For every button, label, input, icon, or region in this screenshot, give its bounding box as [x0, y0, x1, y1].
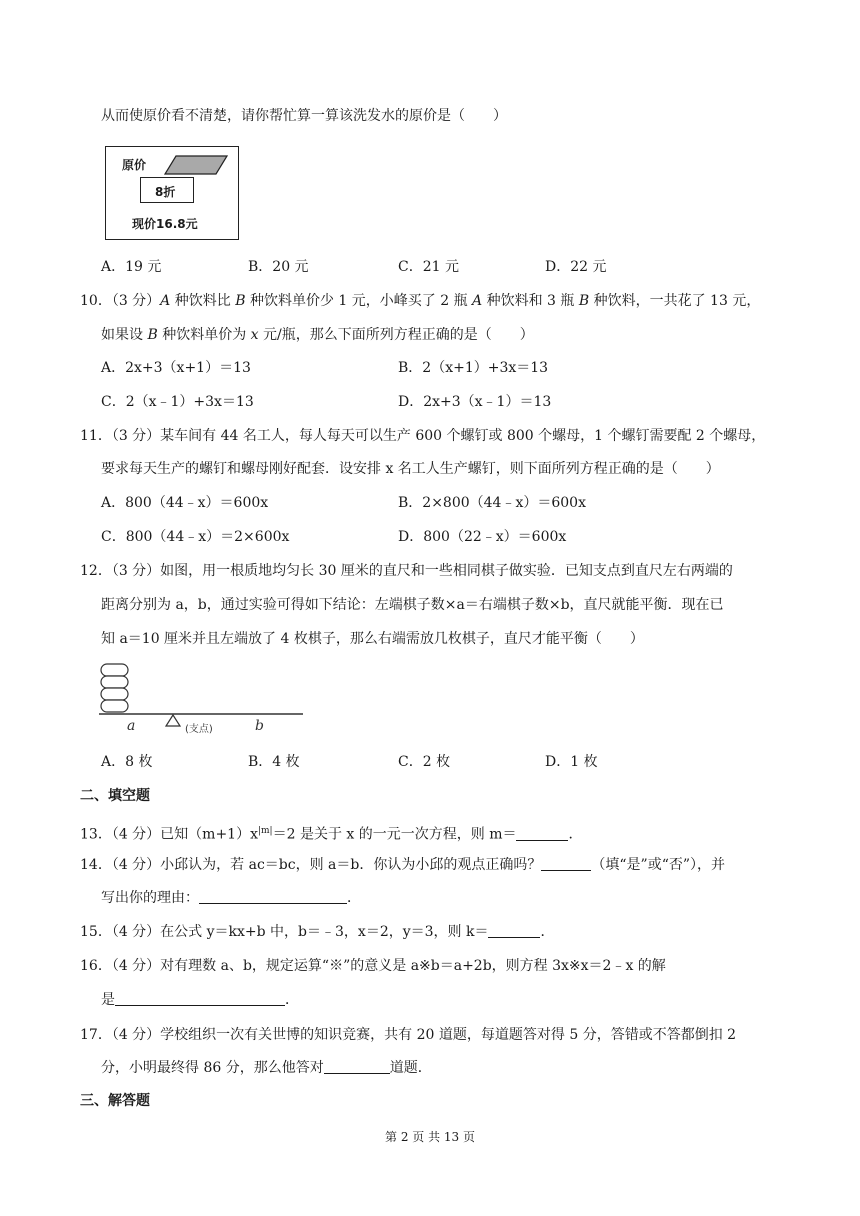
q12-line3: 知 a＝10 厘米并且左端放了 4 枚棋子，那么右端需放几枚棋子，直尺才能平衡（ ） [101, 631, 644, 647]
q9-option-b: B．20 元 [248, 259, 309, 275]
q17-answer-blank[interactable] [324, 1059, 390, 1074]
section-fill-in-title: 二、填空题 [80, 788, 150, 804]
q9-figure-price-tag [105, 146, 239, 240]
q11-option-a: A．800（44﹣x）＝600x [101, 495, 269, 511]
q14-line2: 写出你的理由： ． [101, 890, 361, 906]
q9-fig-current-price: 现价16.8元 [132, 217, 198, 231]
q12-option-d: D．1 枚 [545, 754, 598, 770]
q12-fig-label-fulcrum: (支点) [185, 724, 213, 735]
q17-line2: 分，小明最终得 86 分，那么他答对 道题． [101, 1060, 432, 1076]
q11-option-d: D．800（22﹣x）＝600x [398, 529, 567, 545]
q10-option-c: C．2（x﹣1）+3x＝13 [101, 394, 254, 410]
q12-fig-label-a: a [127, 718, 136, 734]
q15-answer-blank[interactable] [488, 923, 540, 938]
q10-line2: 如果设 B 种饮料单价为 x 元/瓶，那么下面所列方程正确的是（ ） [101, 327, 534, 343]
q11-option-c: C．800（44﹣x）＝2×600x [101, 529, 290, 545]
q12-figure-balance [97, 660, 307, 740]
q9-fig-discount-label: 8折 [155, 185, 176, 199]
q10-option-b: B．2（x+1）+3x＝13 [398, 360, 549, 376]
q12-line2: 距离分别为 a，b，通过实验可得如下结论：左端棋子数×a＝右端棋子数×b，直尺就能平衡．现在已 [101, 597, 724, 613]
q16-line1: 16．（4 分）对有理数 a、b，规定运算“※”的意义是 a※b＝a+2b，则方程 3x※x＝2﹣x 的解 [80, 958, 666, 974]
q9-text: 从而使原价看不清楚，请你帮忙算一算该洗发水的原价是（ ） [101, 108, 507, 124]
q12-option-b: B．4 枚 [248, 754, 300, 770]
q10-line1: 10．（3 分）A 种饮料比 B 种饮料单价少 1 元，小峰买了 2 瓶 A 种饮料和 3 瓶 B 种饮料，一共花了 13 元， [80, 293, 761, 309]
q11-line2: 要求每天生产的螺钉和螺母刚好配套．设安排 x 名工人生产螺钉，则下面所列方程正确的是（ ） [101, 461, 720, 477]
q13-text: 13．（4 分）已知$(m+1)x^{|m|}=2$ 是关于 x 的一元一次方程，则 m＝ ． [80, 826, 583, 843]
section-solve-title: 三、解答题 [80, 1093, 150, 1109]
q15-text: 15．（4 分）在公式 y＝kx+b 中，b＝﹣3，x＝2，y＝3，则 k＝ ． [80, 924, 555, 940]
q14-line1: 14．（4 分）小邱认为，若 ac＝bc，则 a＝b．你认为小邱的观点正确吗？ （填“是”或“否”），并 [80, 857, 726, 873]
q9-fig-discount-box [140, 177, 194, 203]
q12-fig-label-b: b [255, 718, 264, 734]
q14-reason-blank[interactable] [199, 889, 347, 904]
q9-option-a: A．19 元 [101, 259, 162, 275]
page-footer: 第 2 页 共 13 页 [385, 1130, 475, 1144]
q12-option-a: A．8 枚 [101, 754, 153, 770]
q16-line2: 是 ． [101, 992, 299, 1008]
q11-line1: 11．（3 分）某车间有 44 名工人，每人每天可以生产 600 个螺钉或 800 个螺母，1 个螺钉需要配 2 个螺母， [80, 428, 766, 444]
q12-line1: 12．（3 分）如图，用一根质地均匀长 30 厘米的直尺和一些相同棋子做实验．已知支点到直尺左右两端的 [80, 563, 733, 579]
q17-line1: 17．（4 分）学校组织一次有关世博的知识竞赛，共有 20 道题，每道题答对得 5 分，答错或不答都倒扣 2 [80, 1027, 737, 1043]
q9-fig-original-label: 原价 [122, 158, 147, 172]
q9-fig-parallelogram-icon [164, 155, 228, 175]
q10-option-a: A．2x+3（x+1）＝13 [101, 360, 251, 376]
q13-answer-blank[interactable] [516, 826, 568, 841]
q12-option-c: C．2 枚 [398, 754, 451, 770]
q14-answer-blank[interactable] [541, 856, 591, 871]
q16-answer-blank[interactable] [115, 991, 285, 1006]
q10-option-d: D．2x+3（x﹣1）＝13 [398, 394, 552, 410]
q11-option-b: B．2×800（44﹣x）＝600x [398, 495, 586, 511]
q9-option-d: D．22 元 [545, 259, 607, 275]
q9-option-c: C．21 元 [398, 259, 459, 275]
